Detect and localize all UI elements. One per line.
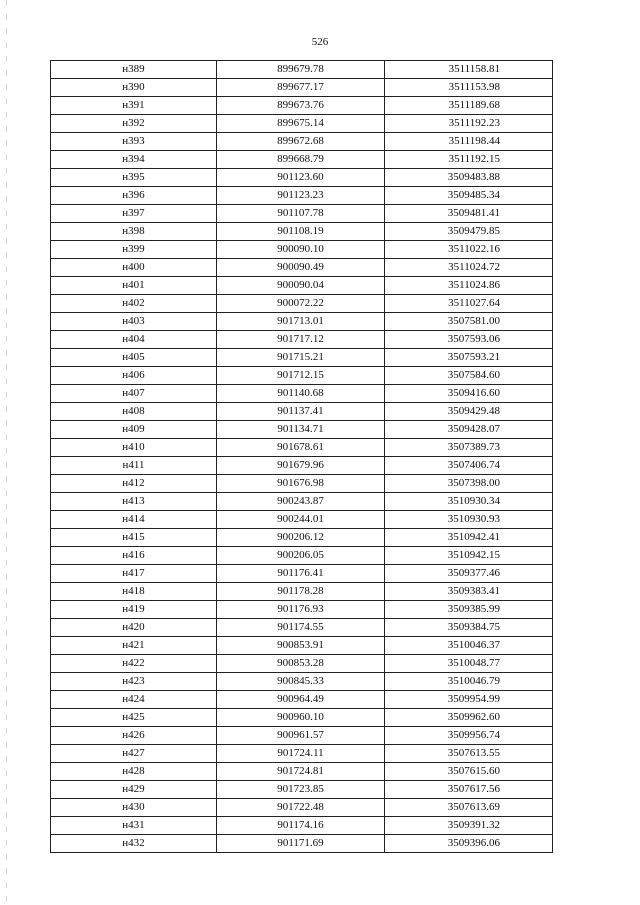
- point-id-cell: н393: [51, 133, 217, 151]
- x-coordinate-cell: 900206.12: [217, 529, 385, 547]
- table-row: [51, 799, 553, 817]
- y-coordinate-cell: 3507581.00: [385, 313, 553, 331]
- x-coordinate-cell: 901676.98: [217, 475, 385, 493]
- x-coordinate-cell: 901717.12: [217, 331, 385, 349]
- y-coordinate-cell: 3511024.72: [385, 259, 553, 277]
- y-coordinate-cell: 3507613.69: [385, 799, 553, 817]
- x-coordinate-cell: 901171.69: [217, 835, 385, 853]
- y-coordinate-cell: 3511192.15: [385, 151, 553, 169]
- y-coordinate-cell: 3509416.60: [385, 385, 553, 403]
- table-row: [51, 817, 553, 835]
- point-id-cell: н416: [51, 547, 217, 565]
- point-id-cell: н396: [51, 187, 217, 205]
- x-coordinate-cell: 900961.57: [217, 727, 385, 745]
- point-id-cell: н400: [51, 259, 217, 277]
- table-row: [51, 367, 553, 385]
- page-number: 526: [311, 36, 329, 48]
- x-coordinate-cell: 899668.79: [217, 151, 385, 169]
- y-coordinate-cell: 3510046.37: [385, 637, 553, 655]
- table-row: [51, 673, 553, 691]
- table-row: [51, 277, 553, 295]
- y-coordinate-cell: 3510942.15: [385, 547, 553, 565]
- y-coordinate-cell: 3509377.46: [385, 565, 553, 583]
- point-id-cell: н428: [51, 763, 217, 781]
- point-id-cell: н410: [51, 439, 217, 457]
- x-coordinate-cell: 901134.71: [217, 421, 385, 439]
- point-id-cell: н432: [51, 835, 217, 853]
- y-coordinate-cell: 3507613.55: [385, 745, 553, 763]
- point-id-cell: н421: [51, 637, 217, 655]
- y-coordinate-cell: 3507406.74: [385, 457, 553, 475]
- table-row: [51, 619, 553, 637]
- y-coordinate-cell: 3509429.48: [385, 403, 553, 421]
- point-id-cell: н417: [51, 565, 217, 583]
- table-row: [51, 295, 553, 313]
- point-id-cell: н409: [51, 421, 217, 439]
- point-id-cell: н424: [51, 691, 217, 709]
- x-coordinate-cell: 900964.49: [217, 691, 385, 709]
- table-row: [51, 403, 553, 421]
- table-row: [51, 349, 553, 367]
- table-row: [51, 601, 553, 619]
- y-coordinate-cell: 3507398.00: [385, 475, 553, 493]
- point-id-cell: н431: [51, 817, 217, 835]
- y-coordinate-cell: 3507615.60: [385, 763, 553, 781]
- y-coordinate-cell: 3509396.06: [385, 835, 553, 853]
- x-coordinate-cell: 901140.68: [217, 385, 385, 403]
- y-coordinate-cell: 3510930.93: [385, 511, 553, 529]
- y-coordinate-cell: 3507593.06: [385, 331, 553, 349]
- point-id-cell: н405: [51, 349, 217, 367]
- table-row: [51, 565, 553, 583]
- x-coordinate-cell: 901724.81: [217, 763, 385, 781]
- x-coordinate-cell: 900845.33: [217, 673, 385, 691]
- table-row: [51, 97, 553, 115]
- coordinates-table: [50, 60, 553, 853]
- x-coordinate-cell: 900090.10: [217, 241, 385, 259]
- y-coordinate-cell: 3509954.99: [385, 691, 553, 709]
- x-coordinate-cell: 900960.10: [217, 709, 385, 727]
- y-coordinate-cell: 3511198.44: [385, 133, 553, 151]
- table-row: [51, 583, 553, 601]
- y-coordinate-cell: 3507593.21: [385, 349, 553, 367]
- x-coordinate-cell: 901722.48: [217, 799, 385, 817]
- x-coordinate-cell: 901123.60: [217, 169, 385, 187]
- x-coordinate-cell: 901174.16: [217, 817, 385, 835]
- x-coordinate-cell: 899675.14: [217, 115, 385, 133]
- x-coordinate-cell: 900244.01: [217, 511, 385, 529]
- x-coordinate-cell: 901176.41: [217, 565, 385, 583]
- point-id-cell: н403: [51, 313, 217, 331]
- point-id-cell: н430: [51, 799, 217, 817]
- point-id-cell: н392: [51, 115, 217, 133]
- point-id-cell: н401: [51, 277, 217, 295]
- point-id-cell: н415: [51, 529, 217, 547]
- table-row: [51, 655, 553, 673]
- point-id-cell: н406: [51, 367, 217, 385]
- x-coordinate-cell: 899672.68: [217, 133, 385, 151]
- y-coordinate-cell: 3509391.32: [385, 817, 553, 835]
- table-row: [51, 781, 553, 799]
- point-id-cell: н427: [51, 745, 217, 763]
- table-row: [51, 223, 553, 241]
- y-coordinate-cell: 3509383.41: [385, 583, 553, 601]
- y-coordinate-cell: 3507389.73: [385, 439, 553, 457]
- table-row: [51, 421, 553, 439]
- point-id-cell: н402: [51, 295, 217, 313]
- y-coordinate-cell: 3510048.77: [385, 655, 553, 673]
- x-coordinate-cell: 901178.28: [217, 583, 385, 601]
- table-row: [51, 691, 553, 709]
- point-id-cell: н399: [51, 241, 217, 259]
- table-row: [51, 475, 553, 493]
- x-coordinate-cell: 900853.28: [217, 655, 385, 673]
- x-coordinate-cell: 900243.87: [217, 493, 385, 511]
- x-coordinate-cell: 901713.01: [217, 313, 385, 331]
- table-row: [51, 79, 553, 97]
- point-id-cell: н404: [51, 331, 217, 349]
- point-id-cell: н420: [51, 619, 217, 637]
- x-coordinate-cell: 899679.78: [217, 61, 385, 79]
- table-row: [51, 115, 553, 133]
- x-coordinate-cell: 901724.11: [217, 745, 385, 763]
- scan-edge-mark: [6, 0, 7, 905]
- point-id-cell: н419: [51, 601, 217, 619]
- point-id-cell: н408: [51, 403, 217, 421]
- point-id-cell: н411: [51, 457, 217, 475]
- y-coordinate-cell: 3511192.23: [385, 115, 553, 133]
- y-coordinate-cell: 3509385.99: [385, 601, 553, 619]
- point-id-cell: н398: [51, 223, 217, 241]
- table-row: [51, 187, 553, 205]
- table-row: [51, 637, 553, 655]
- table-row: [51, 763, 553, 781]
- point-id-cell: н395: [51, 169, 217, 187]
- x-coordinate-cell: 901712.15: [217, 367, 385, 385]
- table-row: [51, 313, 553, 331]
- point-id-cell: н418: [51, 583, 217, 601]
- point-id-cell: н389: [51, 61, 217, 79]
- table-row: [51, 457, 553, 475]
- point-id-cell: н390: [51, 79, 217, 97]
- coordinates-table-body: [51, 61, 553, 853]
- y-coordinate-cell: 3511158.81: [385, 61, 553, 79]
- x-coordinate-cell: 899677.17: [217, 79, 385, 97]
- y-coordinate-cell: 3509384.75: [385, 619, 553, 637]
- table-row: [51, 169, 553, 187]
- y-coordinate-cell: 3507617.56: [385, 781, 553, 799]
- x-coordinate-cell: 901678.61: [217, 439, 385, 457]
- x-coordinate-cell: 901679.96: [217, 457, 385, 475]
- x-coordinate-cell: 900206.05: [217, 547, 385, 565]
- point-id-cell: н394: [51, 151, 217, 169]
- y-coordinate-cell: 3507584.60: [385, 367, 553, 385]
- y-coordinate-cell: 3510942.41: [385, 529, 553, 547]
- table-row: [51, 61, 553, 79]
- y-coordinate-cell: 3509481.41: [385, 205, 553, 223]
- y-coordinate-cell: 3510046.79: [385, 673, 553, 691]
- x-coordinate-cell: 901123.23: [217, 187, 385, 205]
- point-id-cell: н422: [51, 655, 217, 673]
- point-id-cell: н429: [51, 781, 217, 799]
- table-row: [51, 331, 553, 349]
- x-coordinate-cell: 900072.22: [217, 295, 385, 313]
- y-coordinate-cell: 3511022.16: [385, 241, 553, 259]
- x-coordinate-cell: 901137.41: [217, 403, 385, 421]
- table-row: [51, 835, 553, 853]
- table-row: [51, 493, 553, 511]
- table-row: [51, 259, 553, 277]
- point-id-cell: н412: [51, 475, 217, 493]
- y-coordinate-cell: 3509428.07: [385, 421, 553, 439]
- y-coordinate-cell: 3511024.86: [385, 277, 553, 295]
- point-id-cell: н391: [51, 97, 217, 115]
- x-coordinate-cell: 901108.19: [217, 223, 385, 241]
- y-coordinate-cell: 3509479.85: [385, 223, 553, 241]
- x-coordinate-cell: 900090.04: [217, 277, 385, 295]
- point-id-cell: н413: [51, 493, 217, 511]
- y-coordinate-cell: 3509485.34: [385, 187, 553, 205]
- table-row: [51, 439, 553, 457]
- x-coordinate-cell: 901715.21: [217, 349, 385, 367]
- x-coordinate-cell: 901176.93: [217, 601, 385, 619]
- y-coordinate-cell: 3511153.98: [385, 79, 553, 97]
- table-row: [51, 511, 553, 529]
- y-coordinate-cell: 3509483.88: [385, 169, 553, 187]
- table-row: [51, 241, 553, 259]
- table-row: [51, 745, 553, 763]
- x-coordinate-cell: 899673.76: [217, 97, 385, 115]
- table-row: [51, 205, 553, 223]
- point-id-cell: н407: [51, 385, 217, 403]
- point-id-cell: н397: [51, 205, 217, 223]
- y-coordinate-cell: 3510930.34: [385, 493, 553, 511]
- point-id-cell: н423: [51, 673, 217, 691]
- point-id-cell: н414: [51, 511, 217, 529]
- table-row: [51, 709, 553, 727]
- x-coordinate-cell: 900090.49: [217, 259, 385, 277]
- x-coordinate-cell: 901723.85: [217, 781, 385, 799]
- table-row: [51, 529, 553, 547]
- table-row: [51, 547, 553, 565]
- table-row: [51, 727, 553, 745]
- table-row: [51, 133, 553, 151]
- point-id-cell: н426: [51, 727, 217, 745]
- y-coordinate-cell: 3509962.60: [385, 709, 553, 727]
- y-coordinate-cell: 3509956.74: [385, 727, 553, 745]
- table-row: [51, 385, 553, 403]
- y-coordinate-cell: 3511189.68: [385, 97, 553, 115]
- table-row: [51, 151, 553, 169]
- y-coordinate-cell: 3511027.64: [385, 295, 553, 313]
- x-coordinate-cell: 901107.78: [217, 205, 385, 223]
- x-coordinate-cell: 900853.91: [217, 637, 385, 655]
- point-id-cell: н425: [51, 709, 217, 727]
- x-coordinate-cell: 901174.55: [217, 619, 385, 637]
